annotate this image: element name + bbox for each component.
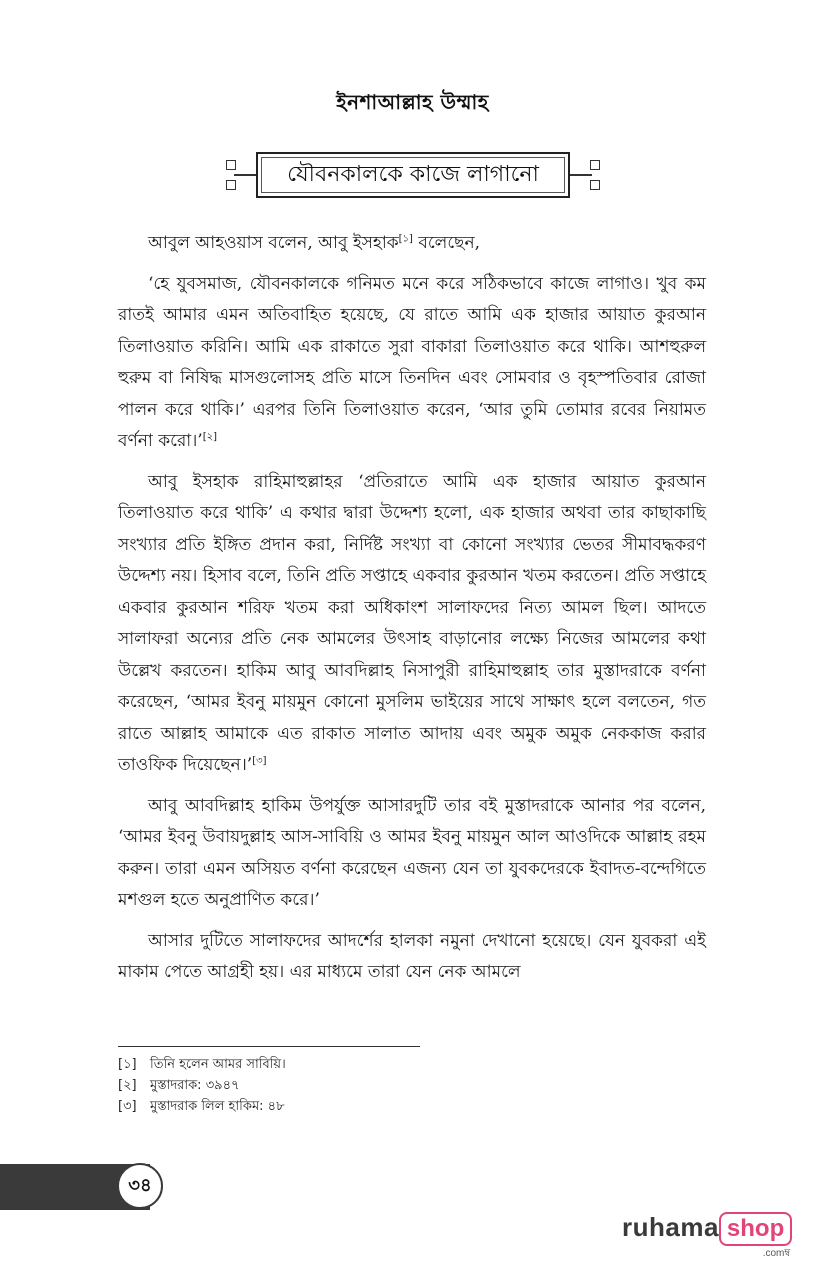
ornament-icon: [226, 160, 236, 170]
paragraph: [118, 791, 706, 917]
page-number: ৩৪: [117, 1163, 163, 1209]
ornament-icon: [226, 180, 236, 190]
paragraph: [118, 926, 706, 989]
footnote-item: [118, 1096, 518, 1117]
running-head: ইনশাআল্লাহ উম্মাহ: [336, 90, 489, 114]
paragraph: [118, 228, 706, 260]
brand-name: ruhama: [622, 1212, 719, 1242]
ornament-icon: [590, 160, 600, 170]
footnote-item: [118, 1054, 518, 1075]
footnote-mark: [১]: [118, 1057, 137, 1072]
footnote-ref[interactable]: [১]: [398, 233, 413, 245]
chapter-title-box: [256, 152, 570, 198]
brand-logo: [622, 1212, 792, 1258]
footnote-mark: [৩]: [118, 1099, 137, 1114]
brand-shop-badge: shop: [719, 1212, 792, 1246]
paragraph-text: ‘হে যুবসমাজ, যৌবনকালকে গনিমত মনে করে সঠিকভাবে কাজে লাগাও। খুব কম রাতই আমার এমন অতিবাহিত হয়েছে, যে রাতে আমি এক হাজার আয়াত কুরআন তিলাওয়াত করিনি। আমি এক রাকাতে সুরা বাকারা তিলাওয়াত করে থাকি। আশহুরুল হুরুম বা নিষিদ্ধ মাসগুলোসহ প্রতি মাসে তিনদিন এবং সোমবার ও বৃহস্পতিবার রোজা পালন করে থাকি।’ এরপর তিনি তিলাওয়াত করেন, ‘আর তুমি তোমার রবের নিয়ামত বর্ণনা করো।’: [118, 273, 706, 451]
footnotes: [118, 1054, 518, 1117]
paragraph-text: আবুল আহওয়াস বলেন, আবু ইসহাক: [148, 233, 399, 253]
title-rule-right: [570, 174, 592, 176]
paragraph-text: আসার দুটিতে সালাফদের আদর্শের হালকা নমুনা দেখানো হয়েছে। যেন যুবকরা এই মাকাম পেতে আগ্রহী হয়। এর মাধ্যমে তারা যেন নেক আমলে: [118, 930, 706, 982]
ornament-icon: [590, 180, 600, 190]
footnote-item: [118, 1075, 518, 1096]
footnote-rule: [118, 1046, 420, 1047]
body-text: [118, 228, 706, 998]
footnote-text: তিনি হলেন আমর সাবিয়ি।: [150, 1057, 286, 1072]
footnote-text: মুস্তাদরাক লিল হাকিম: ৪৮: [150, 1099, 285, 1114]
paragraph-text: বলেছেন,: [412, 233, 481, 253]
title-rule-left: [234, 174, 256, 176]
chapter-title: যৌবনকালকে কাজে লাগানো: [287, 161, 539, 187]
brand-domain: .comম্ব: [762, 1248, 791, 1259]
footnote-ref[interactable]: [৩]: [252, 755, 267, 767]
paragraph-text: আবু আবদিল্লাহ হাকিম উপর্যুক্ত আসারদুটি তার বই মুস্তাদরাকে আনার পর বলেন, ‘আমর ইবনু উবায়দুল্লাহ আস-সাবিয়ি ও আমর ইবনু মায়মুন আল আওদিকে আল্লাহ রহম করুন। তারা এমন অসিয়ত বর্ণনা করেছেন এজন্য যেন তা যুবকদেরকে ইবাদত-বন্দেগিতে মশগুল হতে অনুপ্রাণিত করে।’: [118, 795, 706, 910]
paragraph: [118, 467, 706, 782]
footnote-text: মুস্তাদরাক: ৩৯৪৭: [150, 1078, 240, 1093]
footnote-mark: [২]: [118, 1078, 137, 1093]
footnote-ref[interactable]: [২]: [202, 431, 218, 443]
chapter-title-frame: [226, 156, 600, 196]
paragraph-text: আবু ইসহাক রাহিমাহুল্লাহর ‘প্রতিরাতে আমি এক হাজার আয়াত কুরআন তিলাওয়াত করে থাকি’ এ কথার দ্বারা উদ্দেশ্য হলো, এক হাজার অথবা তার কাছাকাছি সংখ্যার প্রতি ইঙ্গিত প্রদান করা, নির্দিষ্ট সংখ্যা বা কোনো সংখ্যার ভেতর সীমাবদ্ধকরণ উদ্দেশ্য নয়। হিসাব বলে, তিনি প্রতি সপ্তাহে একবার কুরআন খতম করতেন। প্রতি সপ্তাহে একবার কুরআন শরিফ খতম করা অধিকাংশ সালাফদের নিত্য আমল ছিল। আদতে সালাফরা অন্যের প্রতি নেক আমলের উৎসাহ বাড়ানোর লক্ষ্যে নিজের আমলের কথা উল্লেখ করতেন। হাকিম আবু আবদিল্লাহ নিসাপুরী রাহিমাহুল্লাহ তার মুস্তাদরাকে বর্ণনা করেছেন, ‘আমর ইবনু মায়মুন কোনো মুসলিম ভাইয়ের সাথে সাক্ষাৎ হলে বলতেন, গত রাতে আল্লাহ আমাকে এত রাকাত সালাত আদায় এবং অমুক অমুক নেককাজ করার তাওফিক দিয়েছেন।’: [118, 471, 706, 775]
paragraph: [118, 269, 706, 458]
